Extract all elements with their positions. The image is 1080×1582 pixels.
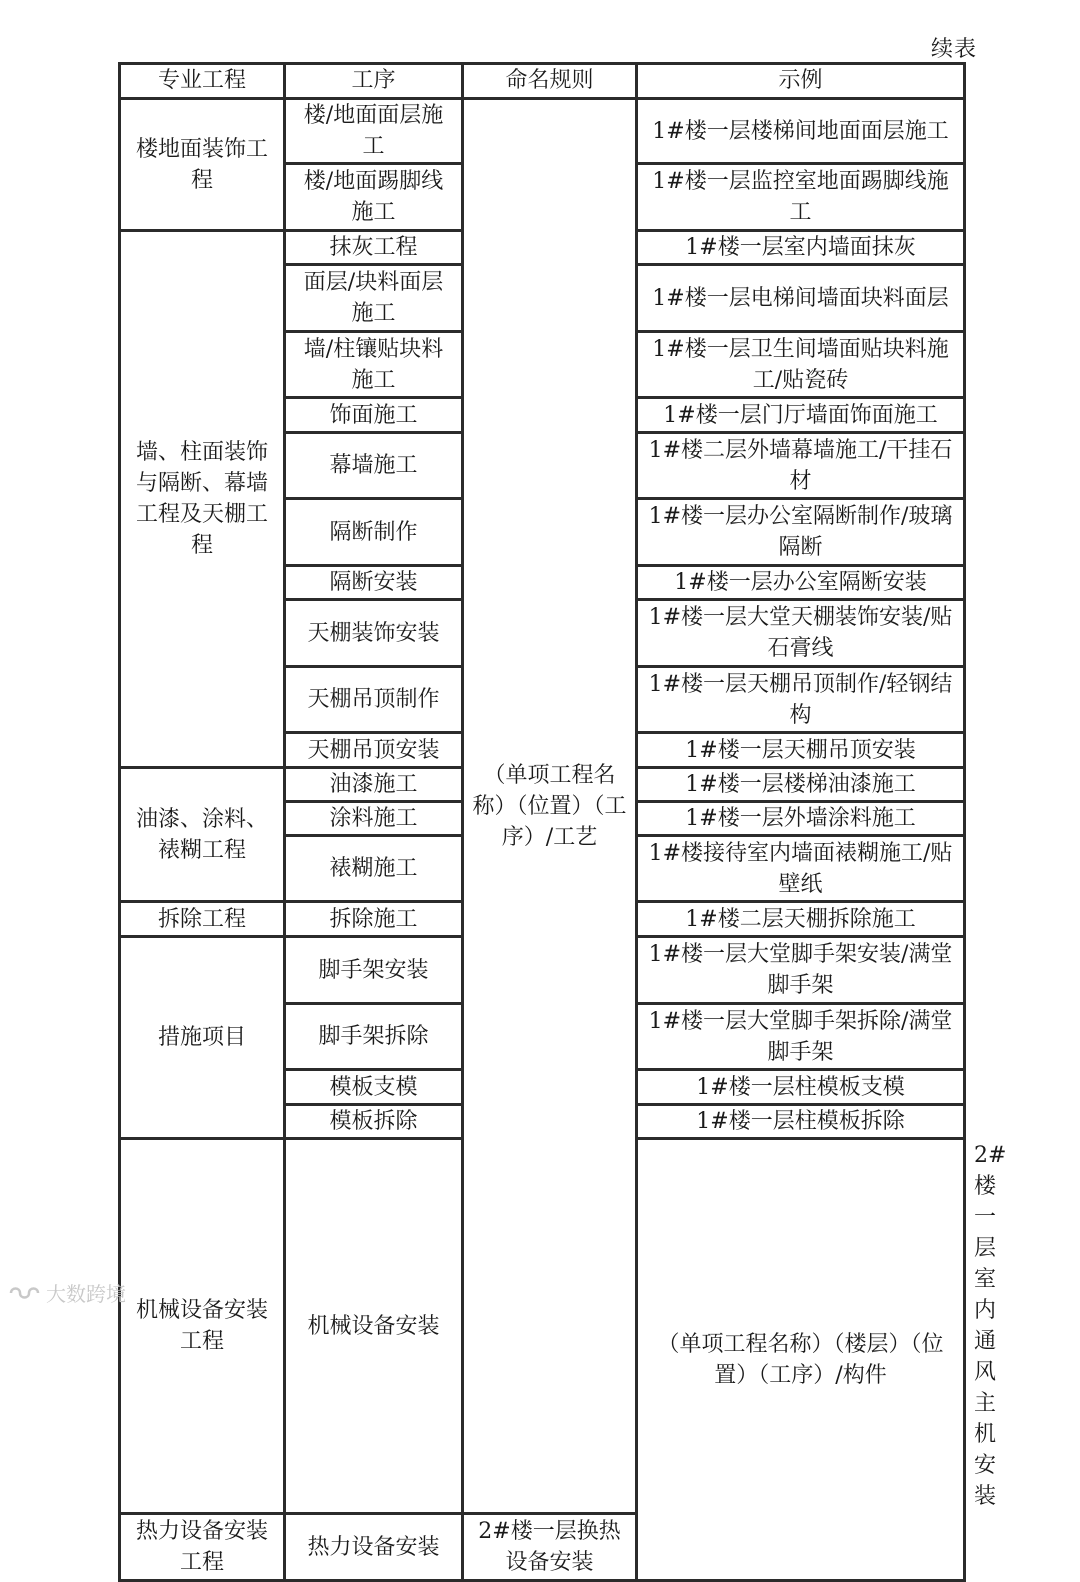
- table-header-row: [120, 64, 965, 99]
- example-cell: 1#楼一层楼梯油漆施工: [637, 768, 965, 802]
- example-cell: 1#楼一层办公室隔断安装: [637, 566, 965, 600]
- process-cell: 楼/地面面层施工: [285, 99, 463, 164]
- example-cell: 1#楼一层办公室隔断制作/玻璃隔断: [637, 499, 965, 566]
- header-category: 专业工程: [120, 64, 285, 99]
- example-cell: 1#楼一层楼梯间地面面层施工: [637, 99, 965, 164]
- process-cell: 墙/柱镶贴块料施工: [285, 332, 463, 398]
- process-cell: 拆除施工: [285, 902, 463, 937]
- process-cell: 油漆施工: [285, 768, 463, 802]
- example-cell: 1#楼一层卫生间墙面贴块料施工/贴瓷砖: [637, 332, 965, 398]
- table-caption: 续表: [931, 37, 978, 62]
- process-cell: 热力设备安装: [285, 1514, 463, 1581]
- header-process: 工序: [285, 64, 463, 99]
- process-cell: 隔断制作: [285, 499, 463, 566]
- example-cell: 1#楼一层天棚吊顶安装: [637, 733, 965, 768]
- process-cell: 楼/地面踢脚线施工: [285, 164, 463, 231]
- category-cell: 热力设备安装工程: [120, 1514, 285, 1581]
- process-cell: 脚手架安装: [285, 937, 463, 1004]
- header-naming-rule: 命名规则: [463, 64, 637, 99]
- process-cell: 天棚装饰安装: [285, 600, 463, 667]
- table-row: 机械设备安装工程 机械设备安装 （单项工程名称）（楼层）（位置）（工序）/构件 2#楼一层室内通风主机安装: [120, 1139, 965, 1514]
- example-cell: 2#楼一层换热设备安装: [463, 1514, 637, 1581]
- process-cell: 脚手架拆除: [285, 1004, 463, 1070]
- process-cell: 裱糊施工: [285, 836, 463, 902]
- example-cell: 1#楼一层室内墙面抹灰: [637, 231, 965, 265]
- category-cell: 拆除工程: [120, 902, 285, 937]
- process-cell: 模板支模: [285, 1070, 463, 1105]
- process-cell: 机械设备安装: [285, 1139, 463, 1514]
- example-cell: 1#楼一层外墙涂料施工: [637, 802, 965, 836]
- process-cell: 天棚吊顶安装: [285, 733, 463, 768]
- table-row: [120, 99, 965, 164]
- process-cell: 模板拆除: [285, 1105, 463, 1139]
- category-cell: 油漆、涂料、裱糊工程: [120, 768, 285, 902]
- category-cell: 机械设备安装工程: [120, 1139, 285, 1514]
- example-cell: 1#楼一层大堂天棚装饰安装/贴石膏线: [637, 600, 965, 667]
- watermark-logo-icon: [8, 1283, 42, 1303]
- process-cell: 抹灰工程: [285, 231, 463, 265]
- category-cell: 墙、柱面装饰与隔断、幕墙工程及天棚工程: [120, 231, 285, 768]
- example-cell: 1#楼一层柱模板支模: [637, 1070, 965, 1105]
- watermark-text: 大数跨境: [46, 1282, 126, 1306]
- category-cell: 措施项目: [120, 937, 285, 1139]
- example-cell: 1#楼一层天棚吊顶制作/轻钢结构: [637, 667, 965, 733]
- process-cell: 幕墙施工: [285, 433, 463, 499]
- process-cell: 涂料施工: [285, 802, 463, 836]
- example-cell: 1#楼一层大堂脚手架拆除/满堂脚手架: [637, 1004, 965, 1070]
- example-cell: 1#楼一层柱模板拆除: [637, 1105, 965, 1139]
- process-cell: 天棚吊顶制作: [285, 667, 463, 733]
- example-cell: 1#楼接待室内墙面裱糊施工/贴壁纸: [637, 836, 965, 902]
- naming-rule-cell: （单项工程名称）（位置）（工序）/工艺: [463, 99, 637, 1514]
- example-cell: 1#楼一层大堂脚手架安装/满堂脚手架: [637, 937, 965, 1004]
- header-example: 示例: [637, 64, 965, 99]
- example-cell: 1#楼二层天棚拆除施工: [637, 902, 965, 937]
- example-cell: 1#楼一层监控室地面踢脚线施工: [637, 164, 965, 231]
- naming-rule-cell: （单项工程名称）（楼层）（位置）（工序）/构件: [637, 1139, 965, 1581]
- process-cell: 隔断安装: [285, 566, 463, 600]
- process-cell: 饰面施工: [285, 398, 463, 433]
- category-cell: 楼地面装饰工程: [120, 99, 285, 231]
- example-cell: 1#楼一层电梯间墙面块料面层: [637, 265, 965, 332]
- watermark: [8, 1278, 126, 1307]
- example-cell: 1#楼一层门厅墙面饰面施工: [637, 398, 965, 433]
- example-cell: 1#楼二层外墙幕墙施工/干挂石材: [637, 433, 965, 499]
- naming-rules-table: [118, 62, 1007, 1582]
- process-cell: 面层/块料面层施工: [285, 265, 463, 332]
